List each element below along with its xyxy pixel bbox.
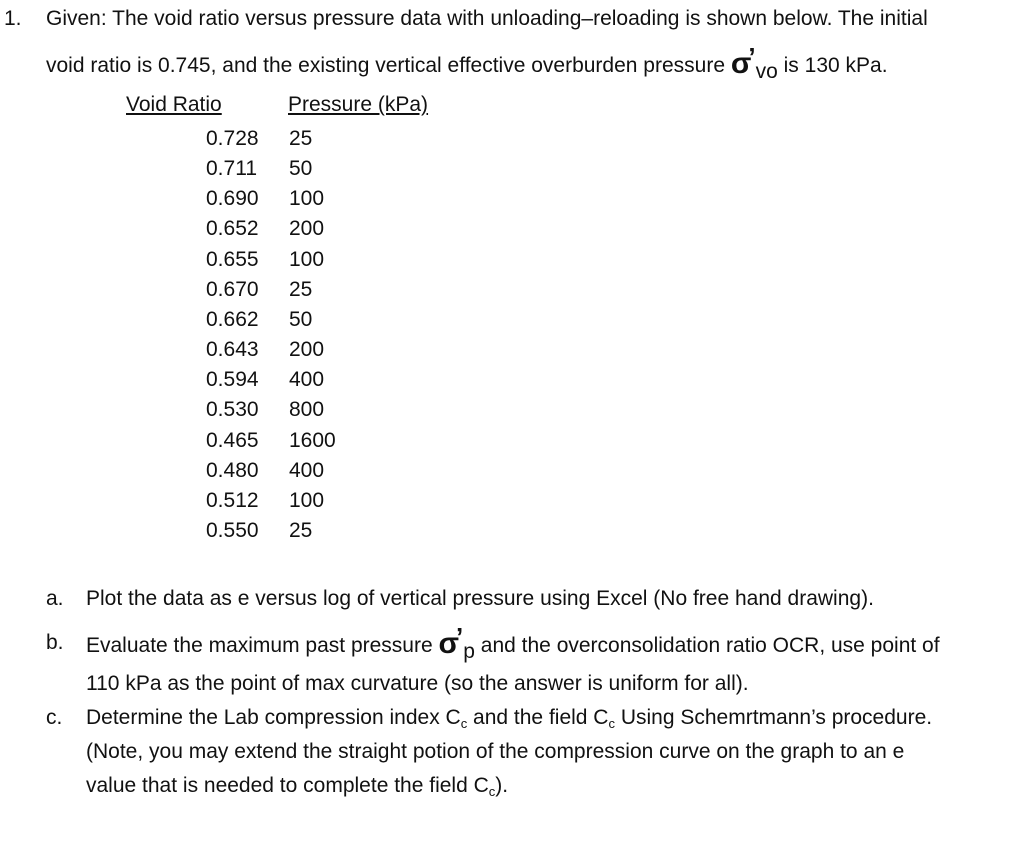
sigma-p-subscript: p — [463, 640, 475, 663]
table-cell-pressure: 25 — [289, 127, 313, 150]
sigma-p-prime: ’ — [456, 622, 464, 652]
table-cell-void-ratio: 0.530 — [206, 398, 259, 421]
table-cell-void-ratio: 0.652 — [206, 217, 259, 240]
table-cell-void-ratio: 0.480 — [206, 459, 259, 482]
part-b-marker: b. — [46, 631, 64, 654]
table-cell-pressure: 1600 — [289, 429, 336, 452]
table-cell-pressure: 25 — [289, 519, 313, 542]
sigma-subscript: vo — [755, 60, 778, 83]
table-cell-pressure: 25 — [289, 278, 313, 301]
table-cell-pressure: 400 — [289, 459, 325, 482]
table-cell-pressure: 200 — [289, 338, 325, 361]
table-cell-pressure: 100 — [289, 248, 325, 271]
table-cell-void-ratio: 0.662 — [206, 308, 259, 331]
part-c-text-3b: ). — [495, 774, 509, 797]
table-cell-void-ratio: 0.594 — [206, 368, 259, 391]
intro-line-1: Given: The void ratio versus pressure data with unloading–reloading is shown below. The initial — [46, 7, 928, 30]
part-b-text-after: and the overconsolidation ratio OCR, use point of — [480, 634, 940, 657]
intro-line-2 — [46, 42, 888, 83]
table-cell-pressure: 200 — [289, 217, 325, 240]
part-b-text-before: Evaluate the maximum past pressure — [86, 634, 433, 657]
table-cell-void-ratio: 0.655 — [206, 248, 259, 271]
table-cell-pressure: 50 — [289, 157, 313, 180]
table-cell-void-ratio: 0.711 — [206, 157, 257, 180]
table-cell-void-ratio: 0.550 — [206, 519, 259, 542]
table-cell-void-ratio: 0.690 — [206, 187, 259, 210]
table-cell-void-ratio: 0.465 — [206, 429, 259, 452]
sigma-symbol: σ — [730, 47, 751, 80]
part-b-line-2: 110 kPa as the point of max curvature (so the answer is uniform for all). — [86, 672, 749, 695]
part-c-text-c: Using Schemrtmann’s procedure. — [620, 706, 933, 729]
table-cell-pressure: 100 — [289, 187, 325, 210]
table-cell-pressure: 100 — [289, 489, 325, 512]
table-cell-void-ratio: 0.643 — [206, 338, 259, 361]
table-cell-pressure: 50 — [289, 308, 313, 331]
part-a-marker: a. — [46, 587, 64, 610]
cc-subscript-3: c — [488, 784, 496, 799]
part-c-text-a: Determine the Lab compression index C — [86, 706, 461, 729]
part-c-line-3 — [86, 773, 508, 801]
part-c-line-1 — [86, 705, 932, 733]
part-b-line-1 — [86, 622, 940, 663]
part-a-text: Plot the data as e versus log of vertical pressure using Excel (No free hand drawing). — [86, 587, 874, 610]
part-c-text-b: and the field C — [473, 706, 609, 729]
cc-subscript-1: c — [460, 716, 468, 731]
part-c-text-3a: value that is needed to complete the field C — [86, 774, 489, 797]
cc-subscript-2: c — [608, 716, 615, 731]
table-cell-void-ratio: 0.728 — [206, 127, 259, 150]
sigma-p-symbol: σ — [438, 627, 459, 660]
table-cell-void-ratio: 0.512 — [206, 489, 259, 512]
part-c-line-2: (Note, you may extend the straight potion of the compression curve on the graph to an e — [86, 740, 905, 763]
prime-symbol: ’ — [748, 42, 756, 72]
intro-line-2-text: void ratio is 0.745, and the existing vertical effective overburden pressure — [46, 54, 725, 77]
question-number: 1. — [4, 7, 22, 30]
part-c-marker: c. — [46, 706, 63, 729]
header-void-ratio: Void Ratio — [126, 93, 222, 116]
table-cell-void-ratio: 0.670 — [206, 278, 259, 301]
table-cell-pressure: 800 — [289, 398, 325, 421]
table-cell-pressure: 400 — [289, 368, 325, 391]
intro-line-2-tail: is 130 kPa. — [783, 54, 888, 77]
header-pressure: Pressure (kPa) — [288, 93, 429, 116]
